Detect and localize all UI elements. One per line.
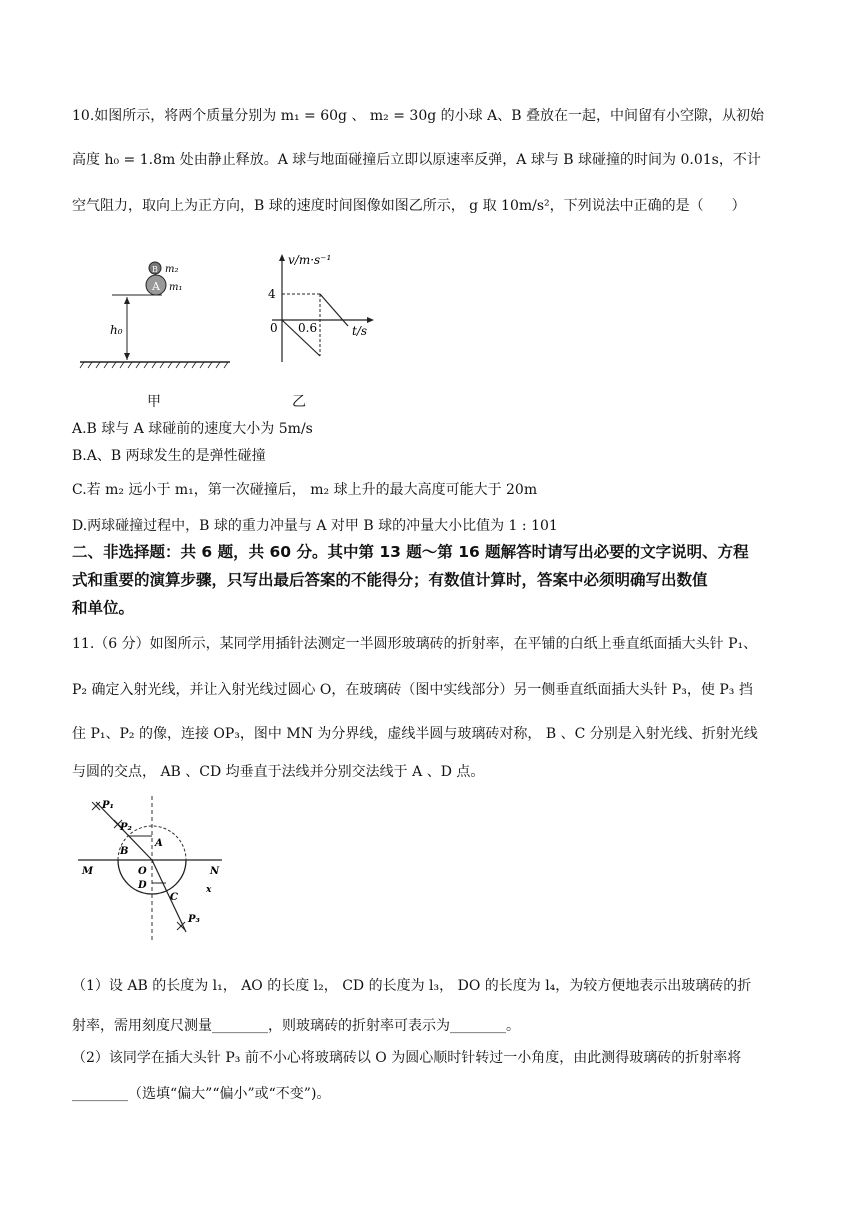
figure-jia <box>72 252 242 382</box>
v-axis-label: v/m·s⁻¹ <box>288 253 332 267</box>
q11-line1: 11.（6 分）如图所示，某同学用插针法测定一半圆形玻璃砖的折射率，在平铺的白纸上垂直纸面插大头针 P₁、 <box>72 636 758 652</box>
point-d-label: D <box>138 880 147 891</box>
point-n-label: N <box>210 866 220 877</box>
point-b-label: B <box>120 846 129 857</box>
q10-line1: 10.如图所示，将两个质量分别为 m₁ = 60g 、 m₂ = 30g 的小球 A、B 叠放在一起，中间留有小空隙，从初始 <box>72 108 764 124</box>
h0-label: h₀ <box>110 323 123 337</box>
origin-label: 0 <box>270 321 278 335</box>
q10-option-a: A.B 球与 A 球碰前的速度大小为 5m/s <box>72 421 313 437</box>
q10-option-b: B.A、B 两球发生的是弹性碰撞 <box>72 448 266 464</box>
point-m-label: M <box>82 866 94 877</box>
figure-yi <box>258 250 398 370</box>
section2-line3: 和单位。 <box>72 599 135 617</box>
t-axis-label: t/s <box>352 324 368 338</box>
q11-sub1-line1: （1）设 AB 的长度为 l₁， AO 的长度 l₂， CD 的长度为 l₃， DO 的长度为 l₄，为较方便地表示出玻璃砖的折 <box>72 978 752 994</box>
point-a-label: A <box>155 838 163 849</box>
point-o-label: O <box>138 866 147 877</box>
section2-line1: 二、非选择题：共 6 题，共 60 分。其中第 13 题～第 16 题解答时请写出必要的文字说明、方程 <box>72 543 749 561</box>
q11-line3: 住 P₁、P₂ 的像，连接 OP₃，图中 MN 为分界线，虚线半圆与玻璃砖对称， B 、C 分别是入射光线、折射光线 <box>72 726 758 742</box>
t-tick-06: 0.6 <box>298 321 318 335</box>
q11-line2: P₂ 确定入射光线，并让入射光线过圆心 O，在玻璃砖（图中实线部分）另一侧垂直纸面插大头针 P₃，使 P₃ 挡 <box>72 682 753 698</box>
q10-line2: 高度 h₀ = 1.8m 处由静止释放。A 球与地面碰撞后立即以原速率反弹，A 球与 B 球碰撞的时间为 0.01s，不计 <box>72 152 761 168</box>
q11-sub1-line2: 射率，需用刻度尺测量________，则玻璃砖的折射率可表示为________。 <box>72 1018 520 1034</box>
caption-yi: 乙 <box>292 394 306 410</box>
q10-line3: 空气阻力，取向上为正方向，B 球的速度时间图像如图乙所示， g 取 10m/s²，下列说法中正确的是（ ） <box>72 198 746 214</box>
m1-label: m₁ <box>169 282 183 293</box>
q11-sub2-line1: （2）该同学在插大头针 P₃ 前不小心将玻璃砖以 O 为圆心顺时针转过一小角度，由此测得玻璃砖的折射率将 <box>72 1050 742 1066</box>
q10-option-d: D.两球碰撞过程中，B 球的重力冲量与 A 对甲 B 球的冲量大小比值为 1 : 101 <box>72 518 558 534</box>
ball-a-label: A <box>152 280 160 293</box>
v-tick-4: 4 <box>268 287 276 301</box>
q11-line4: 与圆的交点， AB 、CD 均垂直于法线并分别交法线于 A 、D 点。 <box>72 764 485 780</box>
p3-label: P₃ <box>188 914 200 925</box>
caption-jia: 甲 <box>147 394 161 410</box>
section2-line2: 式和重要的演算步骤，只写出最后答案的不能得分；有数值计算时，答案中必须明确写出数值 <box>72 571 708 589</box>
q11-sub2-line2: ________（选填“偏大”“偏小”或“不变”)。 <box>72 1086 331 1102</box>
p2-label: P₂ <box>120 822 132 833</box>
m2-label: m₂ <box>165 264 179 275</box>
q10-option-c: C.若 m₂ 远小于 m₁，第一次碰撞后， m₂ 球上升的最大高度可能大于 20m <box>72 482 538 498</box>
ball-b-label: B <box>152 265 158 274</box>
figure-refraction <box>74 794 234 944</box>
x-mark-label: x <box>206 885 212 895</box>
point-c-label: C <box>170 892 178 903</box>
p1-label: P₁ <box>102 800 114 811</box>
